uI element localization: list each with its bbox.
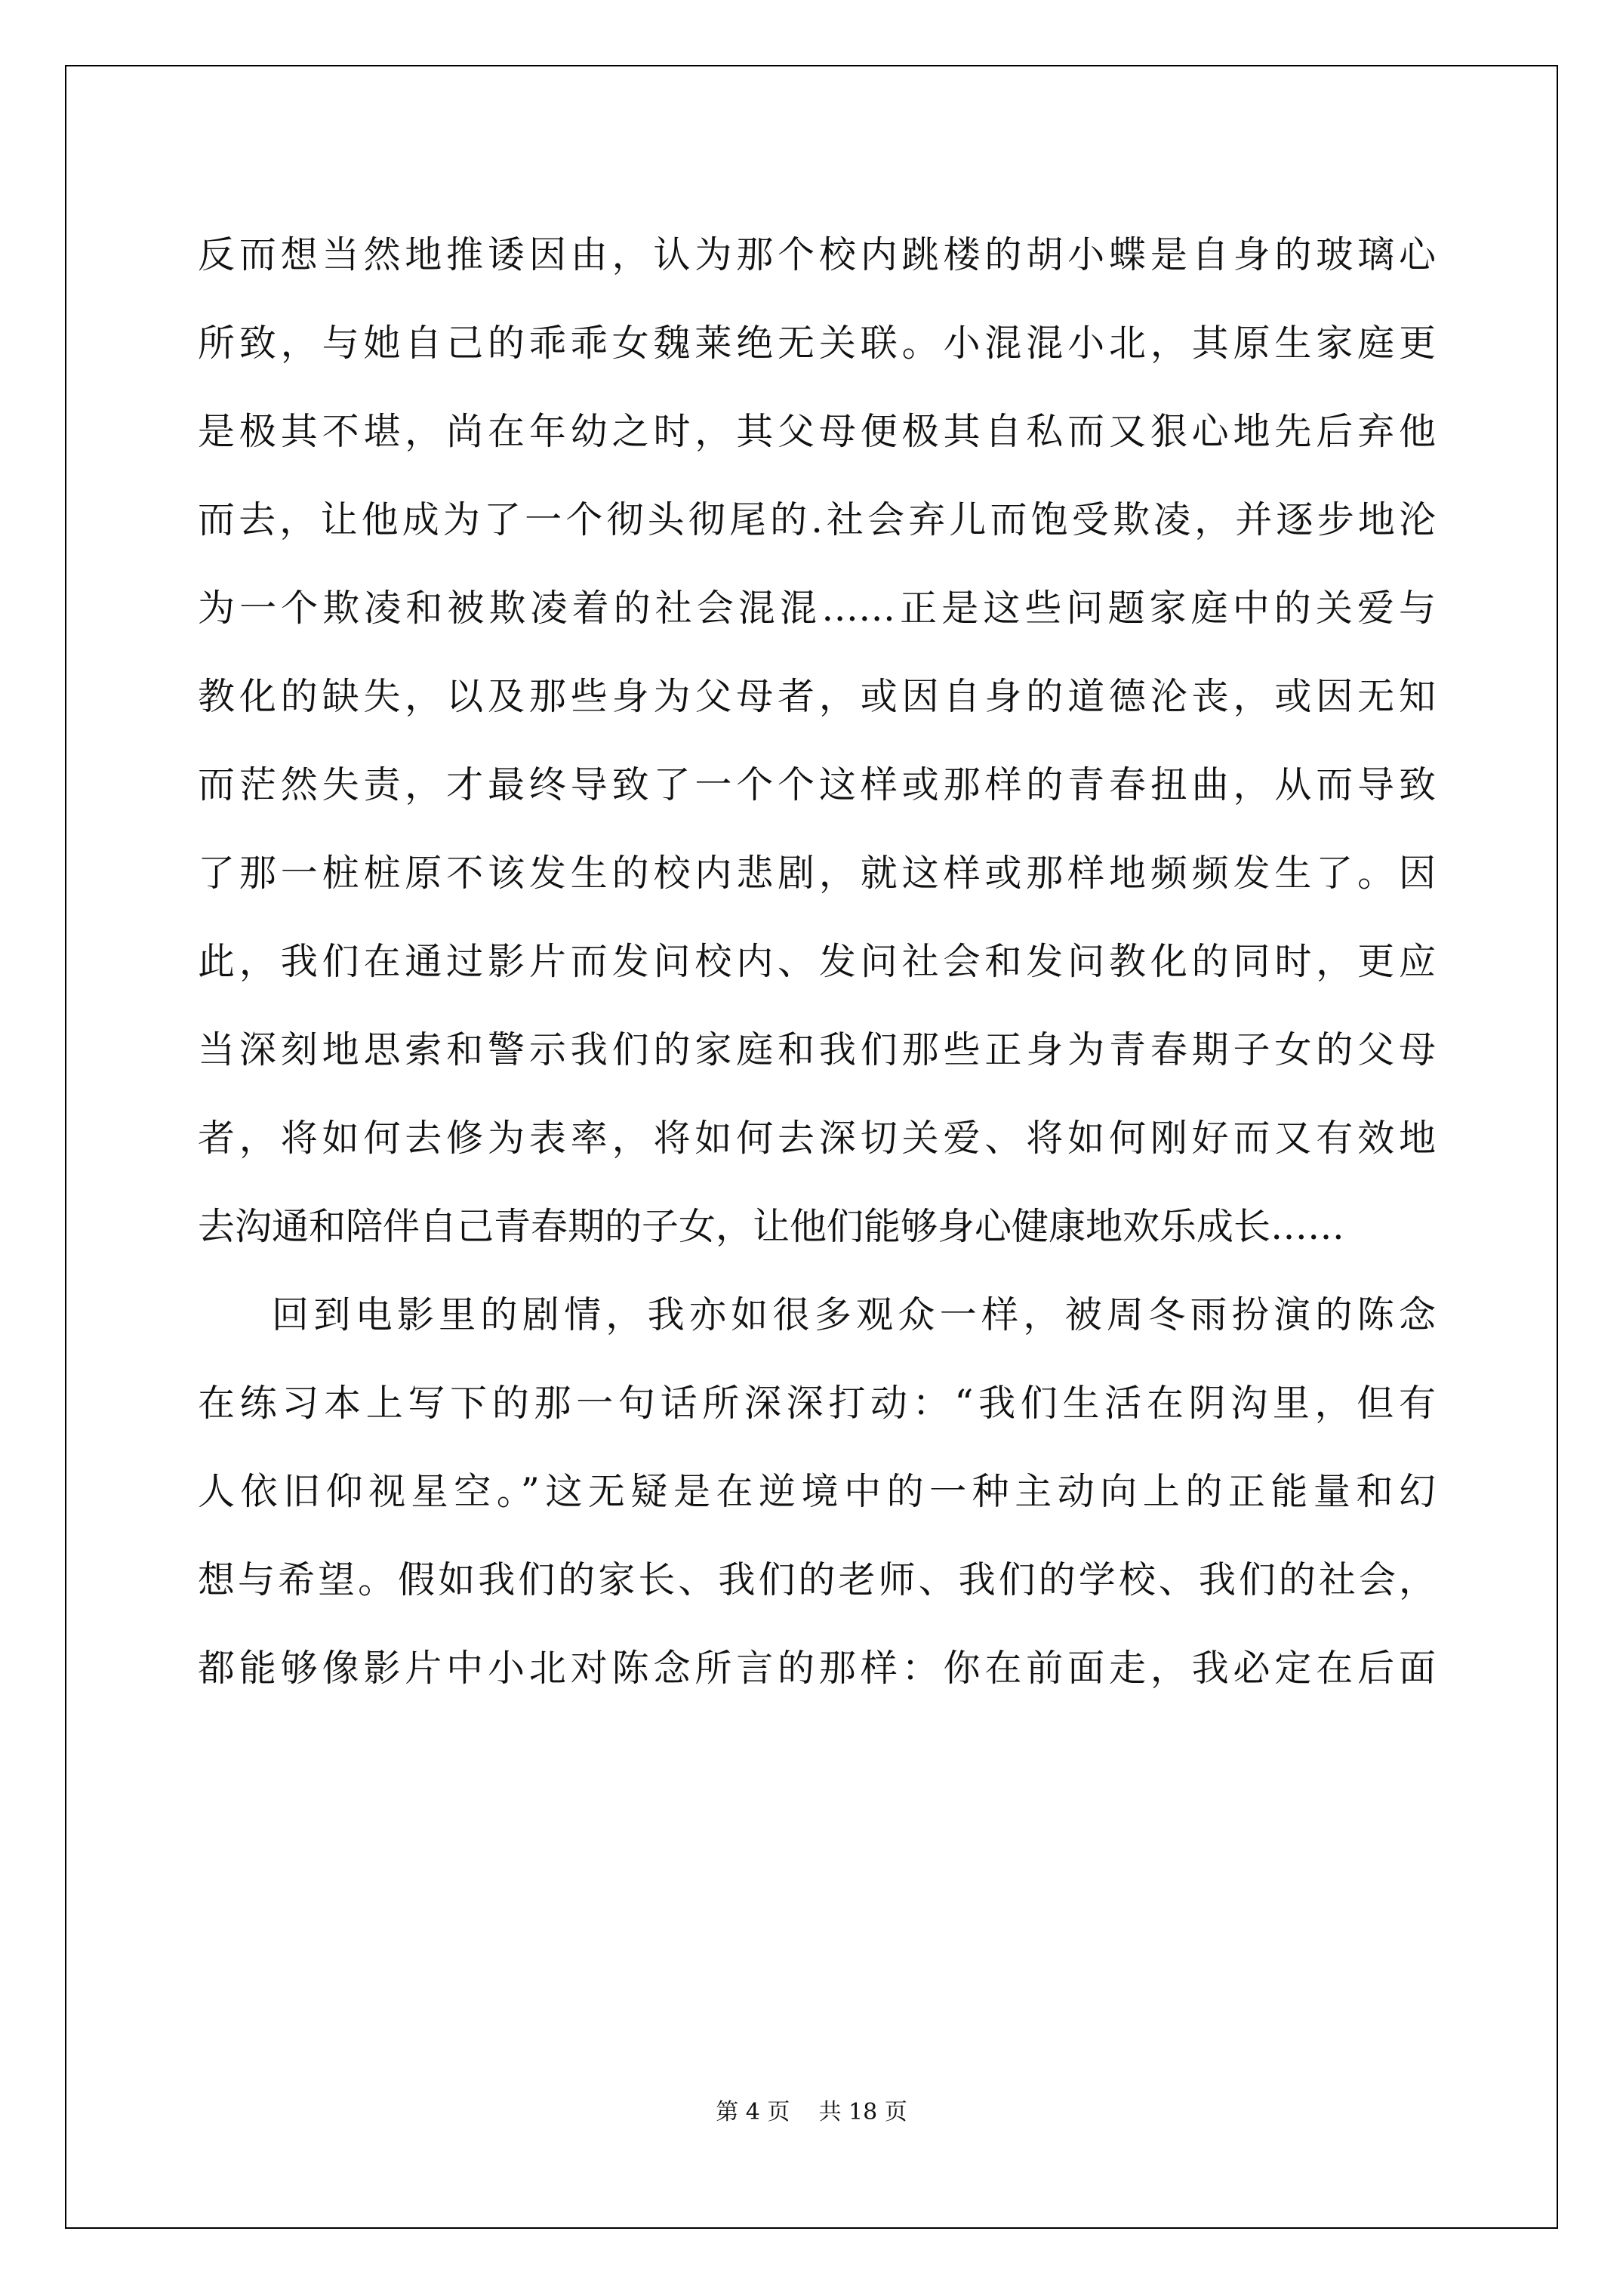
text-line: 当深刻地思索和警示我们的家庭和我们那些正身为青春期子女的父母: [198, 1028, 1436, 1071]
text-line: 反而想当然地推诿因由，认为那个校内跳楼的胡小蝶是自身的玻璃心: [198, 233, 1436, 276]
text-line: 想与希望。假如我们的家长、我们的老师、我们的学校、我们的社会，: [198, 1558, 1436, 1601]
text-line: 人依旧仰视星空。”这无疑是在逆境中的一种主动向上的正能量和幻: [198, 1470, 1436, 1513]
text-line: 都能够像影片中小北对陈念所言的那样：你在前面走，我必定在后面: [198, 1647, 1436, 1690]
text-line: 者，将如何去修为表率，将如何去深切关爱、将如何刚好而又有效地: [198, 1117, 1436, 1160]
text-line: 此，我们在通过影片而发问校内、发问社会和发问教化的同时，更应: [198, 940, 1436, 983]
text-line: 而去，让他成为了一个彻头彻尾的.社会弃儿而饱受欺凌，并逐步地沦: [198, 498, 1436, 541]
document-body: [198, 211, 1436, 1712]
text-line: 教化的缺失，以及那些身为父母者，或因自身的道德沦丧，或因无知: [198, 675, 1436, 718]
text-line: 为一个欺凌和被欺凌着的社会混混……正是这些问题家庭中的关爱与: [198, 587, 1436, 630]
text-line: 了那一桩桩原不该发生的校内悲剧，就这样或那样地频频发生了。因: [198, 852, 1436, 895]
page-number-footer: 第 4 页 共 18 页: [716, 2099, 907, 2125]
text-line-paragraph-end: 去沟通和陪伴自己青春期的子女，让他们能够身心健康地欢乐成长……: [198, 1205, 1345, 1248]
text-line: 是极其不堪，尚在年幼之时，其父母便极其自私而又狠心地先后弃他: [198, 410, 1436, 453]
text-line: 所致，与她自己的乖乖女魏莱绝无关联。小混混小北，其原生家庭更: [198, 322, 1436, 365]
text-line: 而茫然失责，才最终导致了一个个这样或那样的青春扭曲，从而导致: [198, 763, 1436, 806]
text-line: 在练习本上写下的那一句话所深深打动：“我们生活在阴沟里，但有: [198, 1382, 1436, 1425]
text-line-paragraph-start: 回到电影里的剧情，我亦如很多观众一样，被周冬雨扮演的陈念: [272, 1293, 1436, 1336]
